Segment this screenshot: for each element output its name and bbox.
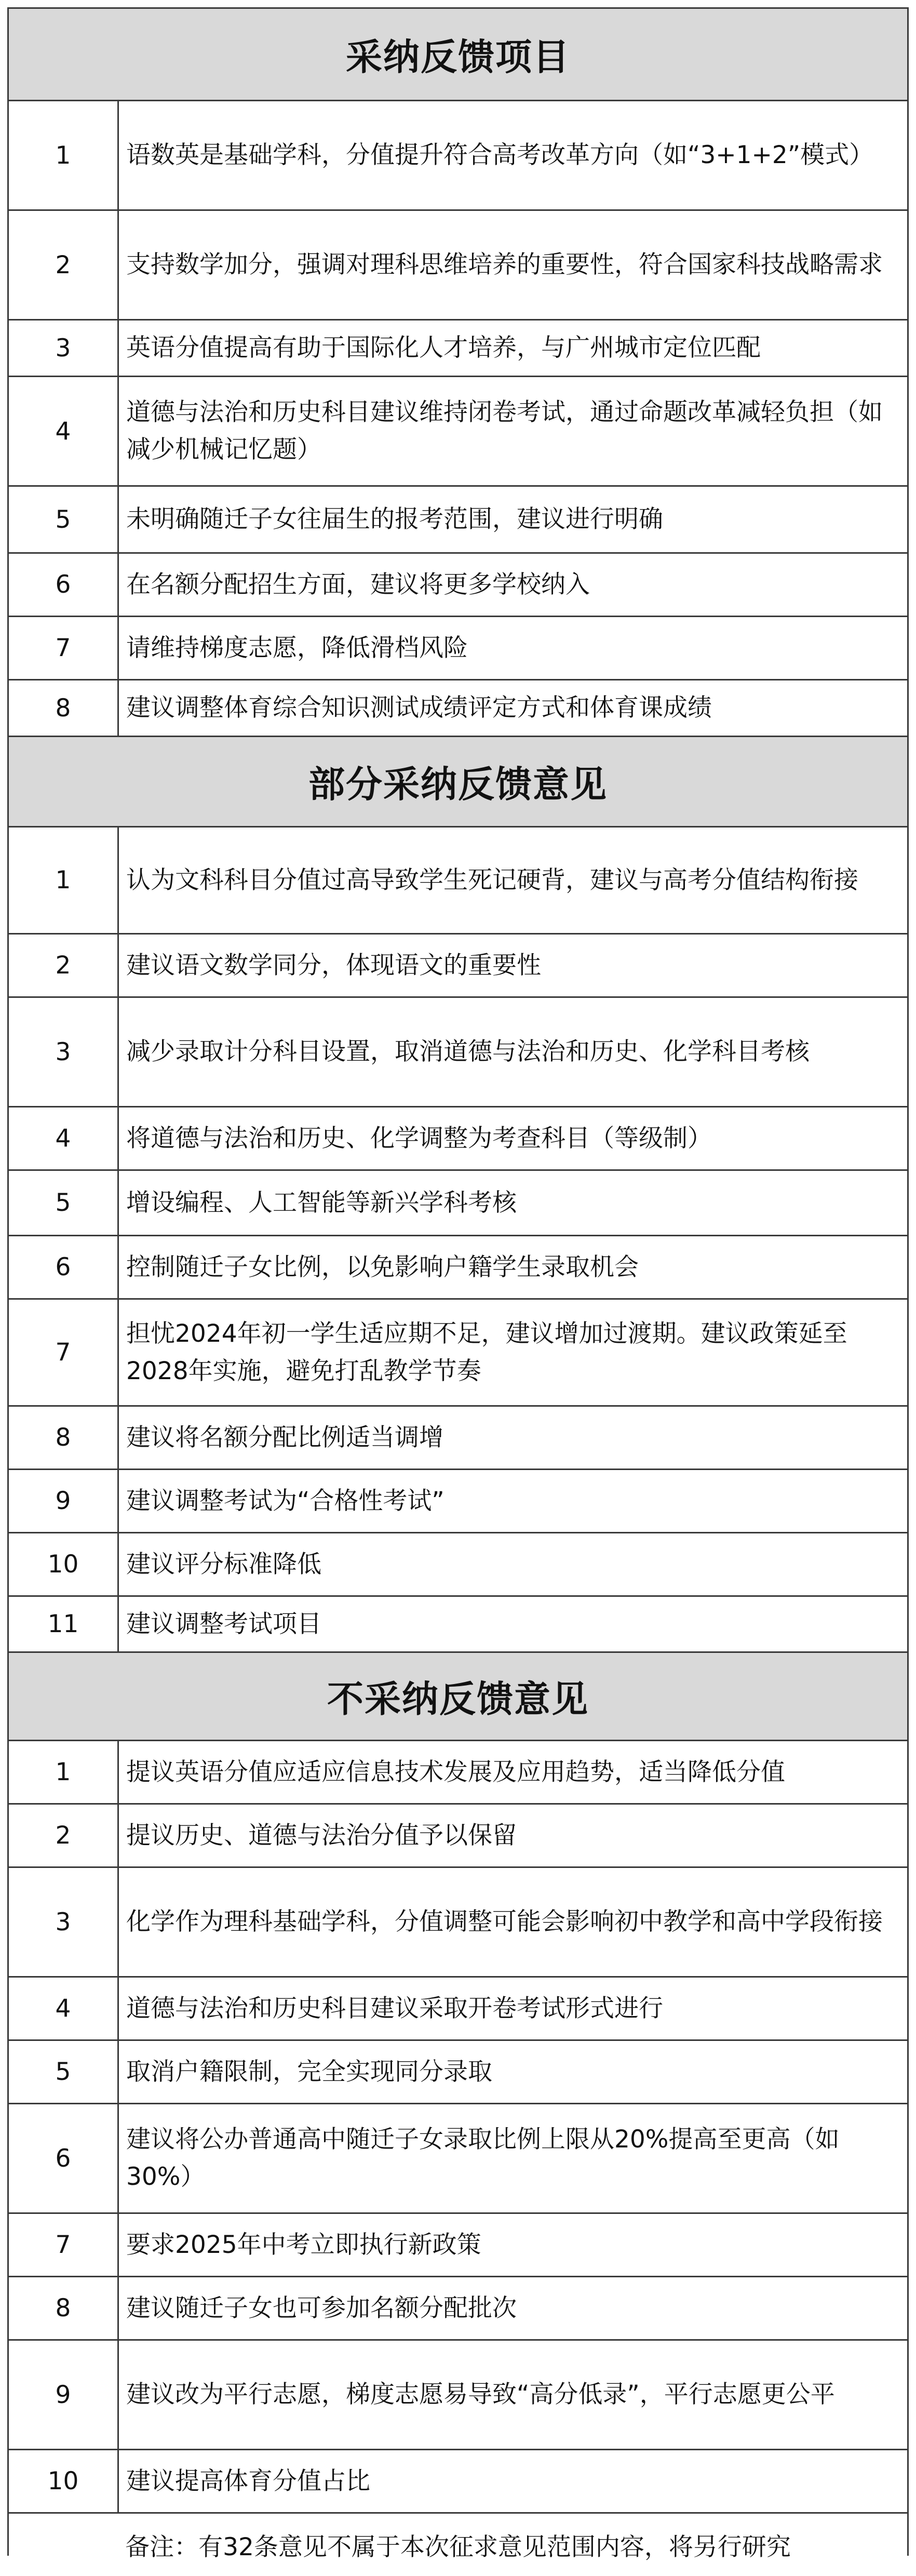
row-number: 6 xyxy=(9,1236,119,1298)
row-text: 建议调整考试项目 xyxy=(126,1609,321,1638)
row-text: 建议调整体育综合知识测试成绩评定方式和体育课成绩 xyxy=(126,693,712,722)
table-row xyxy=(9,1171,907,1236)
row-number: 3 xyxy=(9,321,119,376)
row-number: 7 xyxy=(9,617,119,679)
feedback-table xyxy=(7,7,909,2561)
row-number: 4 xyxy=(9,1107,119,1169)
table-row xyxy=(9,1868,907,1978)
table-row xyxy=(9,211,907,321)
row-text: 提议历史、道德与法治分值予以保留 xyxy=(126,1821,517,1850)
row-text: 建议改为平行志愿，梯度志愿易导致“高分低录”，平行志愿更公平 xyxy=(126,2380,835,2409)
section-title: 采纳反馈项目 xyxy=(9,9,907,101)
row-text: 请维持梯度志愿，降低滑档风险 xyxy=(126,633,468,662)
row-text: 建议将名额分配比例适当调增 xyxy=(126,1423,443,1452)
row-number: 2 xyxy=(9,1805,119,1866)
row-text: 担忧2024年初一学生适应期不足，建议增加过渡期。建议政策延至2028年实施，避免打乱教学节奏 xyxy=(126,1319,847,1385)
row-number: 9 xyxy=(9,1470,119,1532)
row-number: 6 xyxy=(9,2104,119,2212)
table-row xyxy=(9,2277,907,2341)
table-row xyxy=(9,617,907,680)
table-row xyxy=(9,2341,907,2450)
row-text: 道德与法治和历史科目建议维持闭卷考试，通过命题改革减轻负担（如减少机械记忆题） xyxy=(126,398,883,464)
row-number: 9 xyxy=(9,2341,119,2449)
row-number: 1 xyxy=(9,1741,119,1803)
row-text: 在名额分配招生方面，建议将更多学校纳入 xyxy=(126,570,590,599)
row-number: 8 xyxy=(9,680,119,736)
row-text: 减少录取计分科目设置，取消道德与法治和历史、化学科目考核 xyxy=(126,1037,810,1066)
row-text: 支持数学加分，强调对理科思维培养的重要性，符合国家科技战略需求 xyxy=(126,250,883,279)
table-row xyxy=(9,487,907,554)
row-number: 7 xyxy=(9,1300,119,1405)
section-title: 不采纳反馈意见 xyxy=(9,1653,907,1741)
row-text: 建议评分标准降低 xyxy=(126,1550,321,1579)
row-text: 要求2025年中考立即执行新政策 xyxy=(126,2230,481,2259)
table-row xyxy=(9,1300,907,1407)
table-row xyxy=(9,2214,907,2277)
table-row xyxy=(9,1741,907,1805)
row-number: 5 xyxy=(9,1171,119,1235)
table-row xyxy=(9,2041,907,2104)
row-number: 1 xyxy=(9,827,119,933)
table-row xyxy=(9,680,907,737)
row-number: 8 xyxy=(9,2277,119,2339)
table-row xyxy=(9,998,907,1107)
row-number: 5 xyxy=(9,487,119,552)
row-number: 7 xyxy=(9,2214,119,2276)
table-row xyxy=(9,1470,907,1533)
table-row xyxy=(9,2104,907,2214)
row-text: 将道德与法治和历史、化学调整为考查科目（等级制） xyxy=(126,1124,712,1153)
row-text: 道德与法治和历史科目建议采取开卷考试形式进行 xyxy=(126,1994,663,2023)
row-number: 3 xyxy=(9,1868,119,1976)
row-number: 10 xyxy=(9,1533,119,1595)
row-text: 未明确随迁子女往届生的报考范围，建议进行明确 xyxy=(126,505,663,533)
row-number: 2 xyxy=(9,211,119,319)
row-text: 化学作为理科基础学科，分值调整可能会影响初中教学和高中学段衔接 xyxy=(126,1907,883,1936)
row-number: 4 xyxy=(9,1978,119,2039)
table-row xyxy=(9,935,907,998)
table-row xyxy=(9,1407,907,1470)
row-text: 语数英是基础学科，分值提升符合高考改革方向（如“3+1+2”模式） xyxy=(126,141,874,169)
row-text: 建议语文数学同分，体现语文的重要性 xyxy=(126,951,541,980)
table-row xyxy=(9,554,907,617)
row-number: 2 xyxy=(9,935,119,996)
row-number: 4 xyxy=(9,377,119,485)
table-row xyxy=(9,1805,907,1868)
table-row xyxy=(9,827,907,935)
table-row xyxy=(9,101,907,211)
section-title: 部分采纳反馈意见 xyxy=(9,737,907,827)
table-row xyxy=(9,1597,907,1653)
table-row xyxy=(9,1236,907,1300)
row-text: 建议提高体育分值占比 xyxy=(126,2466,370,2495)
row-text: 控制随迁子女比例，以免影响户籍学生录取机会 xyxy=(126,1252,639,1282)
table-row xyxy=(9,377,907,487)
row-number: 3 xyxy=(9,998,119,1106)
table-row xyxy=(9,1107,907,1171)
row-number: 6 xyxy=(9,554,119,616)
table-row xyxy=(9,2450,907,2514)
row-number: 10 xyxy=(9,2450,119,2512)
row-text: 建议将公办普通高中随迁子女录取比例上限从20%提高至更高（如30%） xyxy=(126,2125,840,2191)
row-text: 建议随迁子女也可参加名额分配批次 xyxy=(126,2293,517,2323)
row-text: 增设编程、人工智能等新兴学科考核 xyxy=(126,1188,517,1217)
table-row xyxy=(9,321,907,377)
row-text: 建议调整考试为“合格性考试” xyxy=(126,1486,444,1515)
row-text: 取消户籍限制，完全实现同分录取 xyxy=(126,2057,492,2086)
table-row xyxy=(9,1978,907,2041)
table-row xyxy=(9,1533,907,1597)
row-text: 认为文科科目分值过高导致学生死记硬背，建议与高考分值结构衔接 xyxy=(126,865,858,895)
row-text: 英语分值提高有助于国际化人才培养，与广州城市定位匹配 xyxy=(126,333,761,362)
row-text: 提议英语分值应适应信息技术发展及应用趋势，适当降低分值 xyxy=(126,1757,785,1786)
row-number: 5 xyxy=(9,2041,119,2103)
row-number: 8 xyxy=(9,1407,119,1469)
row-number: 11 xyxy=(9,1597,119,1651)
footer-note: 备注：有32条意见不属于本次征求意见范围内容，将另行研究 xyxy=(125,2532,791,2561)
row-number: 1 xyxy=(9,101,119,209)
